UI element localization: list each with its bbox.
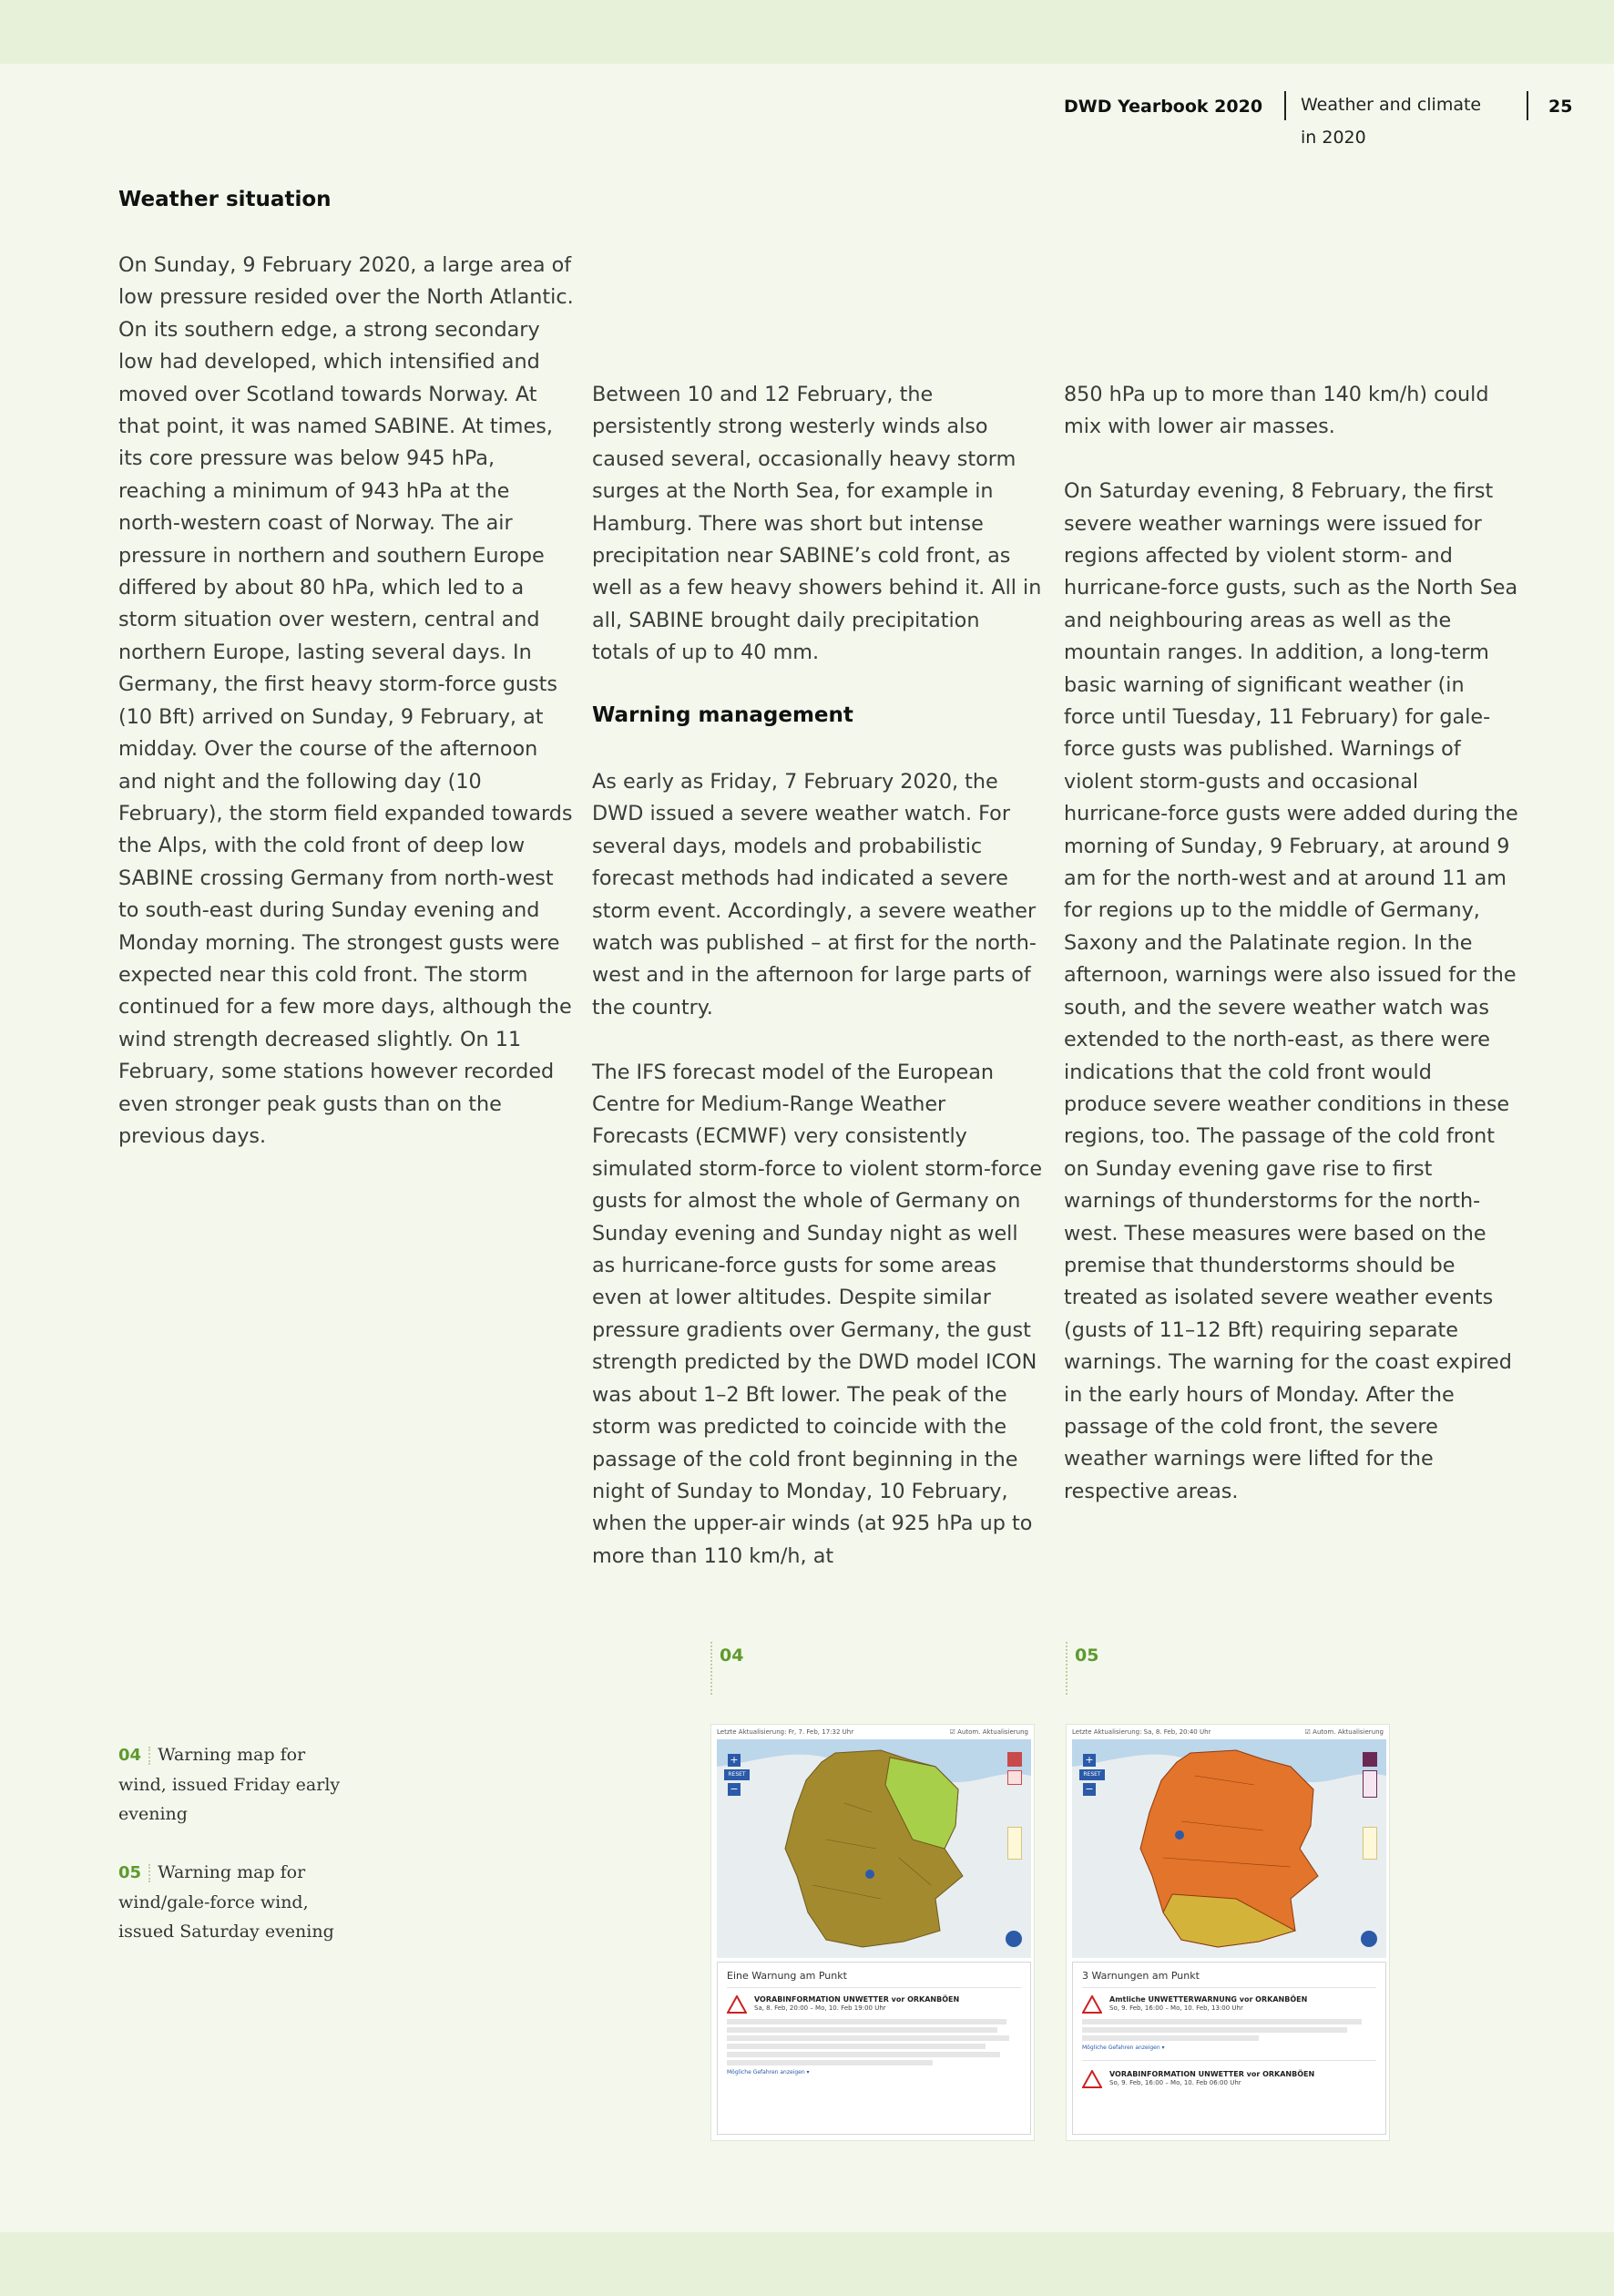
warning-description-placeholder — [727, 2019, 1021, 2065]
legend-icon[interactable] — [1007, 1827, 1022, 1860]
warning-time: So, 9. Feb, 16:00 – Mo, 10. Feb, 13:00 Uhr — [1109, 2004, 1243, 2012]
caption-04 — [118, 1740, 346, 1829]
layer-icon[interactable] — [1007, 1770, 1022, 1785]
warning-title: VORABINFORMATION UNWETTER vor ORKANBÖEN — [1109, 2070, 1315, 2078]
bottom-band — [0, 2232, 1614, 2296]
reset-button[interactable]: RESET — [1079, 1769, 1105, 1780]
column-1 — [118, 250, 574, 1153]
heading-weather-situation: Weather situation — [118, 188, 332, 211]
column-2-continued — [592, 766, 1043, 1573]
paragraph: On Sunday, 9 February 2020, a large area of low pressure resided over the North Atlantic. On its southern edge, a strong secondary low had developed, which intensified and moved over Scotland towards Norway. At that point, it was named SABINE. At times, its core pressure was below 945 hPa, reaching a minimum of 943 hPa at the north-western coast of Norway. The air pressure in northern and southern Europe differed by about 80 hPa, which led to a storm situation over western, central and northern Europe, lasting several days. In Germany, the first heavy storm-force gusts (10 Bft) arrived on Sunday, 9 February, at midday. Over the course of the afternoon and night and the following day (10 February), the storm field expanded towards the Alps, with the cold front of deep low SABINE crossing Germany from north-west to south-east during Sunday evening and Monday morning. The strongest gusts were expected near this cold front. The storm continued for a few more days, although the wind strength decreased slightly. On 11 February, some stations however recorded even stronger peak gusts than on the previous days. — [118, 253, 574, 1148]
zoom-in-button[interactable]: + — [1083, 1754, 1096, 1767]
panel-title: 3 Warnungen am Punkt — [1082, 1970, 1376, 1988]
last-update-text: Letzte Aktualisierung: Sa, 8. Feb, 20:40 Uhr — [1072, 1728, 1211, 1736]
caption-rule — [148, 1864, 150, 1882]
warning-description-placeholder — [1082, 2019, 1376, 2041]
column-3 — [1064, 379, 1519, 1508]
panel-title: Eine Warnung am Punkt — [727, 1970, 1021, 1988]
figure-number-04: 04 — [710, 1645, 743, 1666]
caption-text: Warning map for wind, issued Friday early evening — [118, 1745, 341, 1824]
auto-update-toggle[interactable]: ☑ Autom. Aktualisierung — [949, 1728, 1028, 1736]
section-title: Weather and climate in 2020 — [1301, 95, 1482, 148]
warning-item[interactable] — [1082, 1995, 1376, 2014]
heading-warning-management: Warning management — [592, 703, 853, 727]
location-pin — [1175, 1830, 1184, 1840]
zoom-out-button[interactable]: − — [1083, 1783, 1096, 1796]
figure-captions — [118, 1740, 346, 1975]
map-topline — [1072, 1728, 1384, 1739]
paragraph: On Saturday evening, 8 February, the first severe weather warnings were issued for regions affected by violent storm- and hurricane-force gusts, such as the North Sea and neighbouring areas as well as the mountain ranges. In addition, a long-term basic warning of significant weather (in force until Tuesday, 11 February) for gale-force gusts was published. Warnings of violent storm-gusts and occasional hurricane-force gusts were added during the morning of Sunday, 9 February, at around 9 am for the north-west and at around 11 am for regions up to the middle of Germany, Saxony and the Palatinate region. In the afternoon, warnings were also issued for the south, and the severe weather watch was extended to the north-east, as there were indications that the cold front would produce severe weather conditions in these regions, too. The passage of the cold front on Sunday evening gave rise to first warnings of thunderstorms for the north-west. These measures were based on the premise that thunderstorms should be treated as isolated severe weather events (gusts of 11–12 Bft) requiring separate warnings. The warning for the coast expired in the early hours of Monday. After the passage of the cold front, the severe weather warnings were lifted for the respective areas. — [1064, 479, 1518, 1503]
zoom-in-button[interactable]: + — [728, 1754, 741, 1767]
header-divider — [1284, 91, 1286, 120]
top-band — [0, 0, 1614, 64]
caption-number: 05 — [118, 1863, 142, 1882]
warning-item[interactable] — [727, 1995, 1021, 2014]
header-divider — [1527, 91, 1528, 120]
auto-update-label: Autom. Aktualisierung — [1313, 1728, 1384, 1736]
paragraph: As early as Friday, 7 February 2020, the DWD issued a severe weather watch. For several days, models and probabilistic forecast methods had indicated a severe storm event. Accordingly, a severe weather watch was published – at first for the north-west and in the afternoon for large parts of the country. — [592, 770, 1037, 1020]
warning-time: So, 9. Feb, 16:00 – Mo, 10. Feb 06:00 Uhr — [1109, 2079, 1241, 2086]
divider — [1082, 2060, 1376, 2070]
paragraph: 850 hPa up to more than 140 km/h) could mix with lower air masses. — [1064, 383, 1489, 439]
warning-panel-04 — [717, 1962, 1031, 2135]
caption-rule — [148, 1747, 150, 1765]
warning-item[interactable] — [1082, 2070, 1376, 2088]
warning-title: Amtliche UNWETTERWARNUNG vor ORKANBÖEN — [1109, 1995, 1308, 2004]
caption-number: 04 — [118, 1746, 142, 1765]
paragraph: The IFS forecast model of the European Centre for Medium-Range Weather Forecasts (ECMWF) very consistently simulated storm-force to violent storm-force gusts for almost the whole of Germany on Sunday evening and Sunday night as well as hurricane-force gusts for some areas even at lower altitudes. Despite similar pressure gradients over Germany, the gust strength predicted by the DWD model ICON was about 1–2 Bft lower. The peak of the storm was predicted to coincide with the passage of the cold front beginning in the night of Sunday to Monday, 10 February, when the upper-air winds (at 925 hPa up to more than 110 km/h, at — [592, 1060, 1043, 1568]
auto-update-toggle[interactable]: ☑ Autom. Aktualisierung — [1304, 1728, 1384, 1736]
column-2 — [592, 379, 1043, 670]
layer-icon[interactable] — [1363, 1752, 1377, 1767]
caption-text: Warning map for wind/gale-force wind, issued Saturday evening — [118, 1862, 334, 1942]
zoom-out-button[interactable]: − — [728, 1783, 741, 1796]
caption-05 — [118, 1858, 346, 1946]
warning-time: Sa, 8. Feb, 20:00 – Mo, 10. Feb 19:00 Uhr — [754, 2004, 886, 2012]
publication-title: DWD Yearbook 2020 — [1064, 97, 1263, 117]
auto-update-label: Autom. Aktualisierung — [957, 1728, 1028, 1736]
warning-map-04[interactable] — [717, 1739, 1031, 1958]
warning-triangle-icon — [1082, 1995, 1102, 2014]
warning-triangle-icon — [1082, 2070, 1102, 2088]
warning-title: VORABINFORMATION UNWETTER vor ORKANBÖEN — [754, 1995, 960, 2004]
layer-icon[interactable] — [1007, 1752, 1022, 1767]
last-update-text: Letzte Aktualisierung: Fr, 7. Feb, 17:32 Uhr — [717, 1728, 854, 1736]
warning-panel-05 — [1072, 1962, 1386, 2135]
layer-icon[interactable] — [1363, 1770, 1377, 1798]
dwd-logo-icon — [1361, 1931, 1377, 1947]
warning-map-screenshot-05 — [1066, 1724, 1390, 2141]
warning-map-screenshot-04 — [710, 1724, 1035, 2141]
warning-map-05[interactable] — [1072, 1739, 1386, 1958]
warning-triangle-icon — [727, 1995, 747, 2014]
show-hazards-link[interactable]: Mögliche Gefahren anzeigen ▾ — [727, 2069, 810, 2076]
germany-map-05 — [1072, 1739, 1386, 1958]
map-topline — [717, 1728, 1028, 1739]
location-pin — [865, 1870, 874, 1879]
figure-number-05: 05 — [1066, 1645, 1098, 1666]
dwd-logo-icon — [1006, 1931, 1022, 1947]
page-number: 25 — [1548, 97, 1573, 117]
germany-map-04 — [717, 1739, 1031, 1958]
legend-icon[interactable] — [1363, 1827, 1377, 1860]
paragraph: Between 10 and 12 February, the persistently strong westerly winds also caused several, occasionally heavy storm surges at the North Sea, for example in Hamburg. There was short but intense precipitation near SABINE’s cold front, as well as a few heavy showers behind it. All in all, SABINE brought daily precipitation totals of up to 40 mm. — [592, 383, 1042, 665]
show-hazards-link[interactable]: Mögliche Gefahren anzeigen ▾ — [1082, 2045, 1165, 2051]
reset-button[interactable]: RESET — [724, 1769, 750, 1780]
